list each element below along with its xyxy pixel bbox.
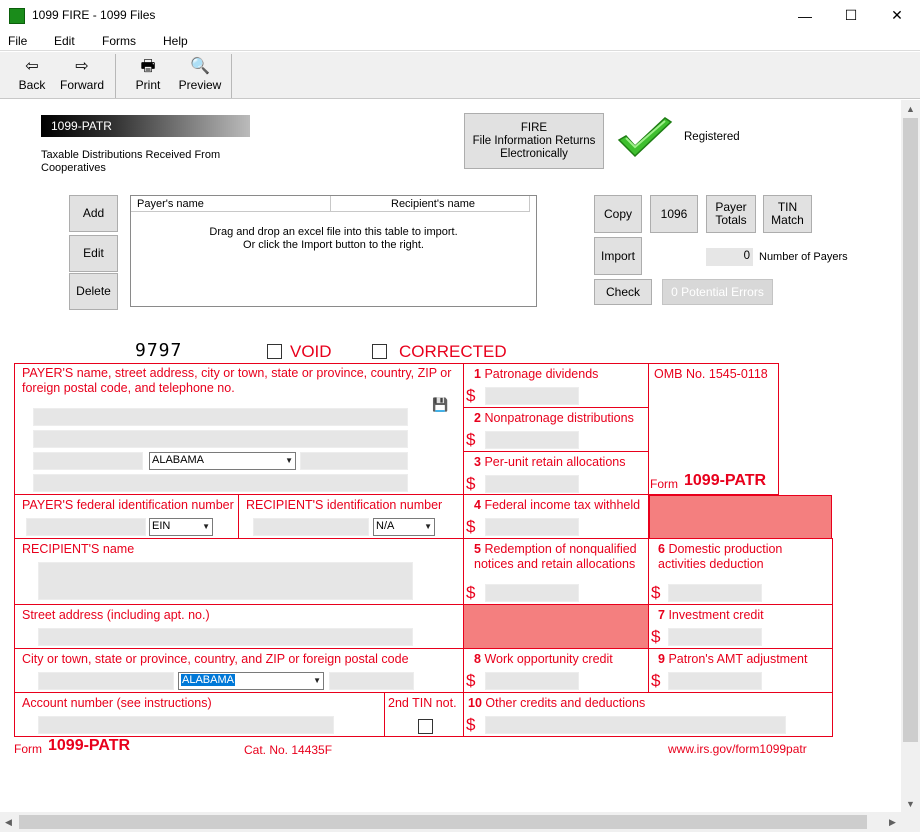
- recipient-name-input[interactable]: [38, 562, 413, 600]
- dollar-sign: $: [466, 386, 476, 405]
- scroll-left-icon[interactable]: ◀: [5, 816, 12, 827]
- payer-totals-button[interactable]: Payer Totals: [706, 195, 756, 233]
- horizontal-scroll-thumb[interactable]: [19, 815, 867, 829]
- copy-button[interactable]: Copy: [594, 195, 642, 233]
- recipient-name-label: RECIPIENT'S name: [22, 542, 135, 556]
- preview-button[interactable]: [176, 52, 224, 98]
- close-button[interactable]: ✕: [891, 7, 903, 23]
- dollar-sign: $: [651, 627, 661, 646]
- account-label: Account number (see instructions): [22, 696, 212, 710]
- city-label: City or town, state or province, country, and ZIP or foreign postal code: [22, 652, 409, 666]
- payer-name-label: PAYER'S name, street address, city or town, state or province, country, ZIP or foreign postal code, and telephone no.: [22, 366, 452, 395]
- menu-bar: [0, 31, 920, 51]
- box-5-num: 5: [474, 542, 481, 556]
- box-3-label: Per-unit retain allocations: [484, 455, 626, 469]
- box-9-label: Patron's AMT adjustment: [668, 652, 808, 666]
- form-name: 1099-PATR: [684, 472, 767, 489]
- arrow-left-icon: ⇦: [25, 58, 39, 75]
- num-payers-value: 0: [706, 248, 753, 266]
- box-6-label: Domestic production activities deduction: [658, 542, 783, 571]
- second-tin-label: 2nd TIN not.: [388, 696, 457, 710]
- recipient-id-label: RECIPIENT'S identification number: [246, 498, 443, 512]
- save-icon[interactable]: 💾: [432, 397, 449, 412]
- box-3-num: 3: [474, 455, 481, 469]
- box-8-label: Work opportunity credit: [484, 652, 613, 666]
- check-button[interactable]: Check: [594, 279, 652, 305]
- vertical-scrollbar[interactable]: [901, 100, 920, 812]
- dollar-sign: $: [466, 715, 476, 734]
- form-1096-button[interactable]: 1096: [650, 195, 698, 233]
- chevron-down-icon: ▼: [424, 522, 432, 531]
- potential-errors-button[interactable]: 0 Potential Errors: [662, 279, 773, 305]
- horizontal-scrollbar[interactable]: [0, 812, 901, 832]
- records-table[interactable]: [130, 195, 537, 307]
- box-1-input[interactable]: [485, 387, 579, 405]
- form-code: 9797: [135, 340, 183, 361]
- payer-city-input[interactable]: [33, 452, 143, 470]
- dollar-sign: $: [466, 517, 476, 536]
- void-label: VOID: [290, 342, 332, 361]
- box-4-input[interactable]: [485, 518, 579, 536]
- payer-street-input[interactable]: [33, 430, 408, 448]
- payer-state-value: ALABAMA: [152, 454, 204, 466]
- box-9-num: 9: [658, 652, 665, 666]
- print-button[interactable]: [128, 52, 168, 98]
- cat-no: Cat. No. 14435F: [244, 743, 333, 757]
- second-tin-checkbox[interactable]: [418, 719, 433, 734]
- box-4-num: 4: [474, 498, 481, 512]
- payer-fed-id-input[interactable]: [26, 518, 146, 536]
- window-title: 1099 FIRE - 1099 Files: [32, 8, 156, 22]
- app-icon: [9, 8, 25, 24]
- dollar-sign: $: [651, 671, 661, 690]
- payer-id-type-value: EIN: [152, 520, 171, 532]
- dollar-sign: $: [466, 474, 476, 493]
- payer-name-input[interactable]: [33, 408, 408, 426]
- table-empty-hint: Drag and drop an excel file into this table to import. Or click the Import button to the right.: [209, 226, 458, 251]
- chevron-down-icon: ▼: [313, 676, 321, 685]
- column-header-payer[interactable]: Payer's name: [131, 196, 331, 212]
- box-7-input[interactable]: [668, 628, 762, 646]
- form-word: Form: [650, 477, 678, 491]
- menu-edit[interactable]: Edit: [54, 34, 75, 48]
- street-label: Street address (including apt. no.): [22, 608, 210, 622]
- shaded-area: [463, 604, 649, 649]
- recipient-id-type-select[interactable]: [373, 518, 435, 536]
- add-button[interactable]: Add: [69, 195, 118, 232]
- scroll-down-icon[interactable]: ▼: [906, 798, 915, 809]
- toolbar-separator: [231, 54, 232, 98]
- back-button[interactable]: [12, 52, 52, 98]
- box-2-input[interactable]: [485, 431, 579, 449]
- scroll-right-icon[interactable]: ▶: [889, 816, 896, 827]
- payer-zip-input[interactable]: [300, 452, 408, 470]
- box-8-num: 8: [474, 652, 481, 666]
- toolbar: [0, 52, 920, 99]
- edit-button[interactable]: Edit: [69, 235, 118, 272]
- payer-phone-input[interactable]: [33, 474, 408, 492]
- payer-state-select[interactable]: [149, 452, 296, 470]
- toolbar-separator: [115, 54, 116, 98]
- box-6-num: 6: [658, 542, 665, 556]
- footer-form-name: 1099-PATR: [48, 737, 131, 754]
- forward-button[interactable]: [56, 52, 108, 98]
- column-header-recipient[interactable]: Recipient's name: [331, 196, 530, 212]
- box-7-label: Investment credit: [668, 608, 764, 622]
- box-5-input[interactable]: [485, 584, 579, 602]
- vertical-scroll-thumb[interactable]: [903, 118, 918, 742]
- recipient-state-select[interactable]: [178, 672, 324, 690]
- box-3-input[interactable]: [485, 475, 579, 493]
- omb-label: OMB No. 1545-0118: [654, 367, 768, 381]
- box-7-num: 7: [658, 608, 665, 622]
- preview-label: Preview: [178, 78, 222, 92]
- payer-id-type-select[interactable]: [149, 518, 213, 536]
- footer-form-word: Form: [14, 742, 42, 756]
- dollar-sign: $: [466, 671, 476, 690]
- box-1-num: 1: [474, 367, 481, 381]
- arrow-right-icon: ⇨: [75, 58, 89, 75]
- void-checkbox[interactable]: [267, 344, 282, 359]
- chevron-down-icon: ▼: [285, 456, 293, 465]
- account-input[interactable]: [38, 716, 334, 734]
- recipient-city-input[interactable]: [38, 672, 174, 690]
- box-1-label: Patronage dividends: [484, 367, 599, 381]
- registered-check-icon: [615, 116, 675, 162]
- irs-url: www.irs.gov/form1099patr: [668, 742, 807, 756]
- shaded-area: [649, 495, 832, 539]
- box-4-label: Federal income tax withheld: [484, 498, 641, 512]
- title-bar: [0, 0, 920, 31]
- recipient-state-value: ALABAMA: [182, 674, 234, 686]
- print-label: Print: [135, 78, 161, 92]
- minimize-button[interactable]: —: [798, 7, 812, 24]
- corrected-checkbox[interactable]: [372, 344, 387, 359]
- scrollbar-corner: [901, 812, 920, 832]
- forward-label: Forward: [59, 78, 104, 92]
- scroll-up-icon[interactable]: ▲: [906, 103, 915, 114]
- printer-icon: 🖶: [140, 58, 156, 75]
- box-8-input[interactable]: [485, 672, 579, 690]
- dollar-sign: $: [466, 583, 476, 602]
- menu-file[interactable]: File: [8, 34, 28, 48]
- menu-forms[interactable]: Forms: [102, 34, 136, 48]
- box-2-num: 2: [474, 411, 481, 425]
- dollar-sign: $: [651, 583, 661, 602]
- recipient-id-input[interactable]: [253, 518, 369, 536]
- delete-button[interactable]: Delete: [69, 273, 118, 310]
- box-10-num: 10: [468, 696, 482, 710]
- fire-button[interactable]: FIRE File Information Returns Electronically: [464, 113, 604, 169]
- back-label: Back: [18, 78, 46, 92]
- form-badge: 1099-PATR: [41, 115, 250, 137]
- form-description: Taxable Distributions Received From Cooperatives: [41, 149, 221, 174]
- chevron-down-icon: ▼: [202, 522, 210, 531]
- recipient-id-type-value: N/A: [376, 520, 395, 532]
- recipient-zip-input[interactable]: [329, 672, 414, 690]
- box-9-input[interactable]: [668, 672, 762, 690]
- box-5-label: Redemption of nonqualified notices and retain allocations: [474, 542, 637, 571]
- preview-icon: 🔍: [190, 58, 210, 75]
- box-10-label: Other credits and deductions: [485, 696, 646, 710]
- maximize-button[interactable]: ☐: [844, 7, 858, 23]
- tin-match-button[interactable]: TIN Match: [763, 195, 812, 233]
- box-6-input[interactable]: [668, 584, 762, 602]
- box-2-label: Nonpatronage distributions: [484, 411, 634, 425]
- payer-fed-id-label: PAYER'S federal identification number: [22, 498, 234, 512]
- menu-help[interactable]: Help: [163, 34, 188, 48]
- street-input[interactable]: [38, 628, 413, 646]
- registered-label: Registered: [684, 131, 740, 143]
- corrected-label: CORRECTED: [399, 342, 507, 361]
- box-10-input[interactable]: [485, 716, 786, 734]
- num-payers-label: Number of Payers: [759, 251, 848, 263]
- dollar-sign: $: [466, 430, 476, 449]
- import-button[interactable]: Import: [594, 237, 642, 275]
